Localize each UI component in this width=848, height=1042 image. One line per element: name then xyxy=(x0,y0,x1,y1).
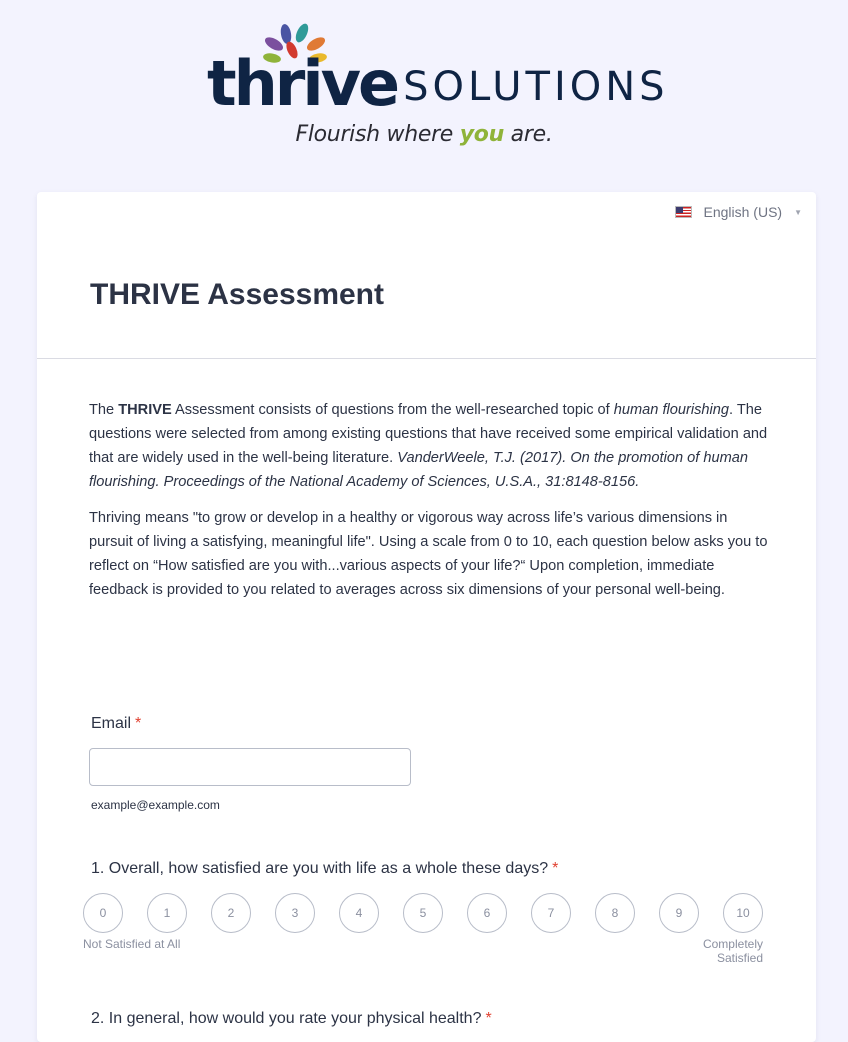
email-field[interactable] xyxy=(89,748,411,786)
tagline-start: Flourish where xyxy=(295,122,460,147)
scale-option-10[interactable]: 10 xyxy=(723,893,763,933)
intro-p1-start: The xyxy=(89,402,119,418)
us-flag-icon xyxy=(675,206,692,218)
intro-paragraph-2: Thriving means "to grow or develop in a healthy or vigorous way across life’s various dimensions in pursuit of living a satisfying, meaningful life". Using a scale from 0 to 10, each question below asks you to reflect on “How satisfied are you with...various aspects of your life?“ Upon completion, immediate feedback is provided to you related to averages across six dimensions of your personal well-being. xyxy=(89,510,768,598)
intro-text xyxy=(89,398,769,614)
scale-option-0[interactable]: 0 xyxy=(83,893,123,933)
scale-max-label xyxy=(677,937,763,965)
scale-option-6[interactable]: 6 xyxy=(467,893,507,933)
intro-p1-end: . The questions were selected from among existing questions that have received some empirical validation and that are widely used in the well-being literature. xyxy=(89,402,768,466)
email-label-text: Email xyxy=(91,715,132,732)
caret-down-icon: ▼ xyxy=(794,207,802,217)
scale-option-4[interactable]: 4 xyxy=(339,893,379,933)
intro-paragraph-1 xyxy=(89,398,769,494)
scale-option-3[interactable]: 3 xyxy=(275,893,315,933)
required-asterisk: * xyxy=(485,1010,492,1027)
question-2-label xyxy=(91,1010,492,1028)
scale-option-2[interactable]: 2 xyxy=(211,893,251,933)
required-asterisk: * xyxy=(552,860,559,877)
question-1-label xyxy=(91,860,558,878)
logo-brand-light: SOLUTIONS xyxy=(403,64,669,110)
question-2-text: 2. In general, how would you rate your physical health? xyxy=(91,1010,482,1027)
question-1-text: 1. Overall, how satisfied are you with life as a whole these days? xyxy=(91,860,549,877)
language-selected: English (US) xyxy=(703,204,783,220)
intro-p1-middle: Assessment consists of questions from the well-researched topic of xyxy=(171,402,614,418)
scale-max-line-2: Satisfied xyxy=(716,951,763,965)
form-card xyxy=(37,192,816,1042)
question-1-scale xyxy=(83,893,763,933)
scale-option-5[interactable]: 5 xyxy=(403,893,443,933)
logo-tagline xyxy=(0,122,848,147)
brand-logo xyxy=(0,0,848,170)
required-asterisk: * xyxy=(135,715,142,732)
intro-p1-bold: THRIVE xyxy=(118,402,172,418)
email-label xyxy=(91,715,141,733)
scale-min-label: Not Satisfied at All xyxy=(83,937,181,951)
scale-option-9[interactable]: 9 xyxy=(659,893,699,933)
header-divider xyxy=(37,358,816,359)
language-selector[interactable] xyxy=(675,204,802,220)
intro-citation: VanderWeele, T.J. (2017). On the promotion of human flourishing. Proceedings of the National Academy of Sciences, U.S.A., 31:8148-8156. xyxy=(89,450,748,490)
intro-p1-topic: human flourishing xyxy=(613,402,729,418)
email-sublabel: example@example.com xyxy=(91,798,220,812)
scale-max-line-1: Completely xyxy=(702,937,763,951)
form-title: THRIVE Assessment xyxy=(90,278,384,311)
scale-option-1[interactable]: 1 xyxy=(147,893,187,933)
tagline-highlight: you xyxy=(459,122,504,147)
scale-option-7[interactable]: 7 xyxy=(531,893,571,933)
logo-brand-bold: thrive xyxy=(207,47,398,120)
tagline-end: are. xyxy=(503,122,553,147)
scale-option-8[interactable]: 8 xyxy=(595,893,635,933)
